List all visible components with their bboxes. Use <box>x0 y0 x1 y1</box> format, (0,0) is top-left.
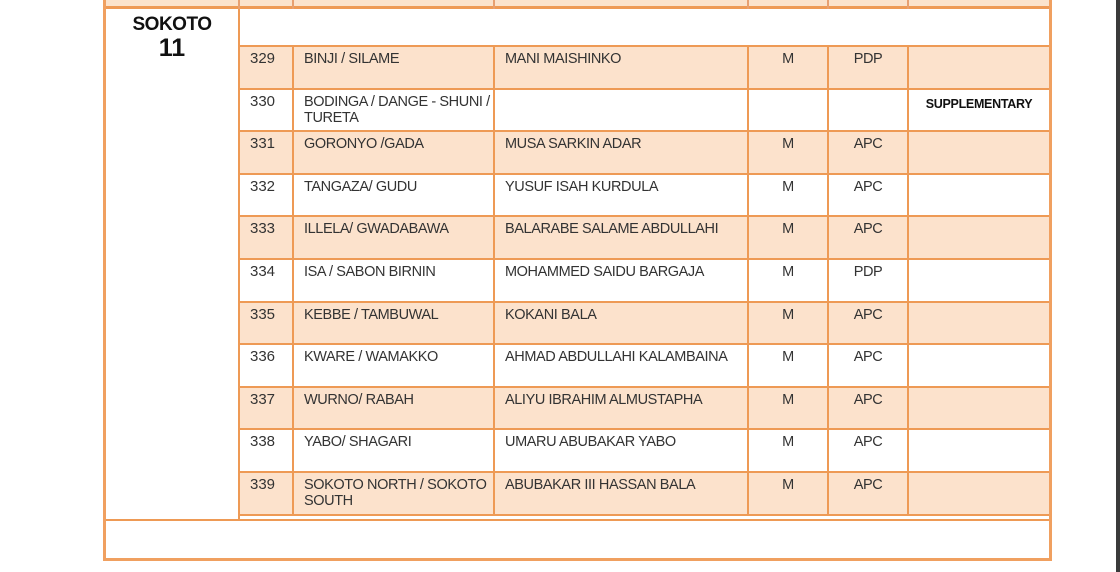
candidate-name: MOHAMMED SAIDU BARGAJA <box>495 260 749 301</box>
sex: M <box>749 430 829 471</box>
party: APC <box>829 345 909 386</box>
remark <box>909 175 1049 216</box>
table-row <box>240 430 1049 473</box>
table-row <box>240 175 1049 218</box>
table-row <box>240 345 1049 388</box>
remark <box>909 388 1049 429</box>
party: APC <box>829 430 909 471</box>
party: PDP <box>829 47 909 88</box>
table-row <box>240 260 1049 303</box>
remark <box>909 217 1049 258</box>
party: APC <box>829 132 909 173</box>
constituency-table <box>240 47 1049 516</box>
candidate-name: MUSA SARKIN ADAR <box>495 132 749 173</box>
state-name: SOKOTO <box>132 14 212 35</box>
previous-row-strip <box>106 0 1049 9</box>
candidate-name: YUSUF ISAH KURDULA <box>495 175 749 216</box>
remark <box>909 132 1049 173</box>
sex: M <box>749 260 829 301</box>
blank-footer-row <box>106 519 1049 558</box>
sex: M <box>749 47 829 88</box>
candidate-name <box>495 90 749 131</box>
table-row <box>240 473 1049 516</box>
party: APC <box>829 175 909 216</box>
candidate-name: ALIYU IBRAHIM ALMUSTAPHA <box>495 388 749 429</box>
table-row <box>240 388 1049 431</box>
serial-number: 339 <box>240 473 294 514</box>
candidate-name: BALARABE SALAME ABDULLAHI <box>495 217 749 258</box>
column-divider <box>493 0 495 9</box>
constituency: ISA / SABON BIRNIN <box>294 260 495 301</box>
constituency: SOKOTO NORTH / SOKOTO SOUTH <box>294 473 495 514</box>
column-divider <box>747 0 749 9</box>
constituency: KWARE / WAMAKKO <box>294 345 495 386</box>
remark <box>909 430 1049 471</box>
remark <box>909 47 1049 88</box>
party: PDP <box>829 260 909 301</box>
results-table-frame <box>103 0 1052 561</box>
remark <box>909 260 1049 301</box>
sex <box>749 90 829 131</box>
table-row <box>240 303 1049 346</box>
remark: SUPPLEMENTARY <box>925 96 1033 111</box>
sex: M <box>749 388 829 429</box>
serial-number: 331 <box>240 132 294 173</box>
party: APC <box>829 303 909 344</box>
serial-number: 335 <box>240 303 294 344</box>
page-edge <box>1116 0 1120 572</box>
constituency: YABO/ SHAGARI <box>294 430 495 471</box>
constituency: BINJI / SILAME <box>294 47 495 88</box>
candidate-name: AHMAD ABDULLAHI KALAMBAINA <box>495 345 749 386</box>
sex: M <box>749 345 829 386</box>
table-row <box>240 217 1049 260</box>
sex: M <box>749 132 829 173</box>
candidate-name: UMARU ABUBAKAR YABO <box>495 430 749 471</box>
serial-number: 330 <box>240 90 294 131</box>
serial-number: 336 <box>240 345 294 386</box>
party: APC <box>829 473 909 514</box>
sex: M <box>749 473 829 514</box>
party: APC <box>829 388 909 429</box>
blank-header-row <box>240 9 1049 47</box>
sex: M <box>749 303 829 344</box>
remark <box>909 303 1049 344</box>
candidate-name: ABUBAKAR III HASSAN BALA <box>495 473 749 514</box>
constituency: WURNO/ RABAH <box>294 388 495 429</box>
serial-number: 337 <box>240 388 294 429</box>
constituency: BODINGA / DANGE - SHUNI / TURETA <box>294 90 495 131</box>
column-divider <box>238 0 240 9</box>
party: APC <box>829 217 909 258</box>
sex: M <box>749 175 829 216</box>
remark <box>909 473 1049 514</box>
column-divider <box>292 0 294 9</box>
state-cell <box>106 9 240 519</box>
table-row <box>240 132 1049 175</box>
remark <box>909 345 1049 386</box>
state-count: 11 <box>158 34 186 62</box>
column-divider <box>827 0 829 9</box>
constituency: GORONYO /GADA <box>294 132 495 173</box>
candidate-name: MANI MAISHINKO <box>495 47 749 88</box>
serial-number: 338 <box>240 430 294 471</box>
sex: M <box>749 217 829 258</box>
column-divider <box>907 0 909 9</box>
constituency: TANGAZA/ GUDU <box>294 175 495 216</box>
constituency: KEBBE / TAMBUWAL <box>294 303 495 344</box>
table-row <box>240 90 1049 133</box>
party <box>829 90 909 131</box>
constituency: ILLELA/ GWADABAWA <box>294 217 495 258</box>
serial-number: 334 <box>240 260 294 301</box>
table-row <box>240 47 1049 90</box>
serial-number: 332 <box>240 175 294 216</box>
candidate-name: KOKANI BALA <box>495 303 749 344</box>
serial-number: 329 <box>240 47 294 88</box>
serial-number: 333 <box>240 217 294 258</box>
